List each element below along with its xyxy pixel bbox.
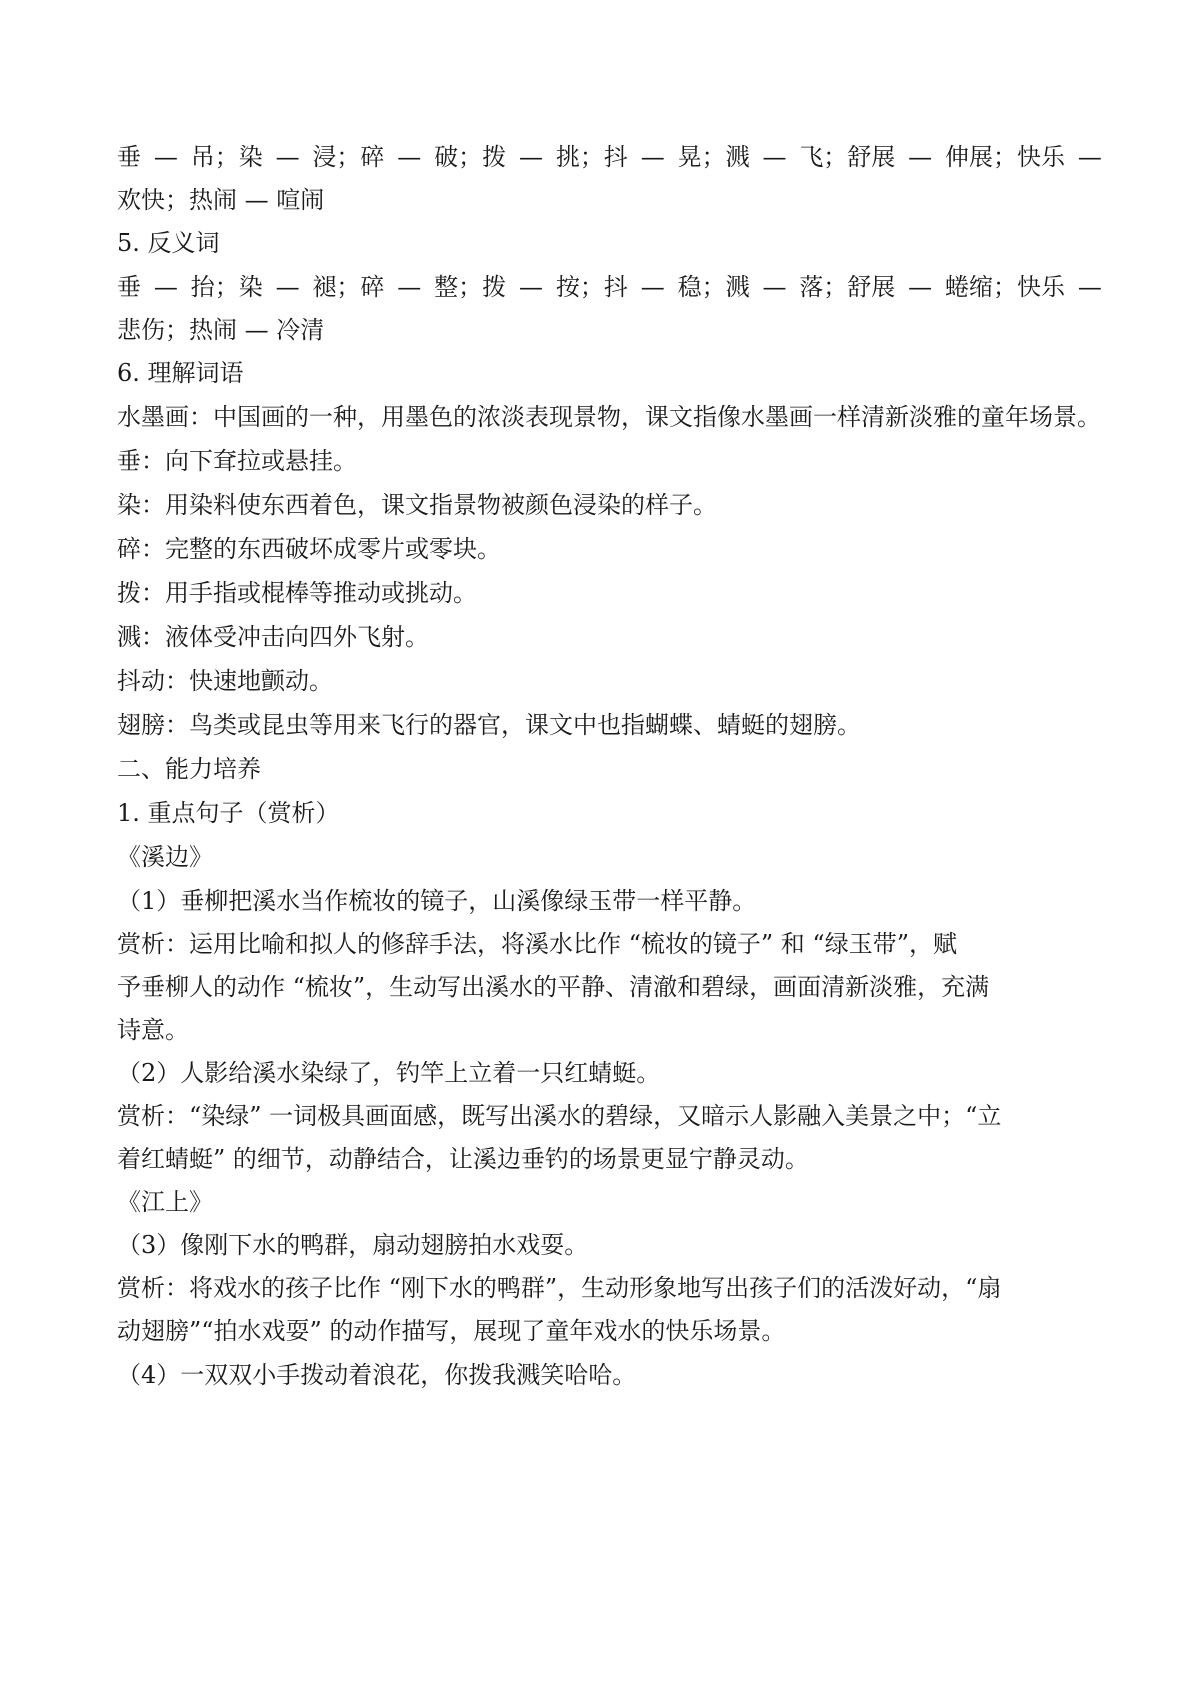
antonym-token: — xyxy=(153,273,178,301)
antonym-token: — xyxy=(519,273,544,301)
synonyms-line-2: 欢快；热闹 — 喧闹 xyxy=(117,186,325,214)
definition-item: 翅膀：鸟类或昆虫等用来飞行的器官，课文中也指蝴蝶、蜻蜓的翅膀。 xyxy=(117,711,861,739)
antonym-token: — xyxy=(640,273,665,301)
poem-title: 《江上》 xyxy=(117,1188,213,1216)
analysis-line: 诗意。 xyxy=(117,1016,189,1044)
synonym-token: — xyxy=(640,143,665,171)
synonym-token: — xyxy=(762,143,787,171)
key-sentence: （4）一双双小手拨动着浪花，你拨我溅笑哈哈。 xyxy=(117,1361,637,1389)
antonyms-heading: 5. 反义词 xyxy=(117,229,220,257)
analysis-line: 予垂柳人的动作 “梳妆”，生动写出溪水的平静、清澈和碧绿，画面清新淡雅，充满 xyxy=(117,973,990,1001)
analysis-line: 动翅膀”“拍水戏耍” 的动作描写，展现了童年戏水的快乐场景。 xyxy=(117,1317,786,1345)
analysis-line: 赏析：将戏水的孩子比作 “刚下水的鸭群”，生动形象地写出孩子们的活泼好动，“扇 xyxy=(117,1274,1002,1302)
synonym-token: — xyxy=(153,143,178,171)
synonym-token: 浸；碎 xyxy=(312,143,385,171)
key-sentence: （3）像刚下水的鸭群，扇动翅膀拍水戏耍。 xyxy=(117,1231,589,1259)
antonym-token: 落；舒展 xyxy=(799,273,896,301)
synonym-token: 破；拨 xyxy=(434,143,507,171)
synonym-token: 飞；舒展 xyxy=(799,143,896,171)
key-sentence: （1）垂柳把溪水当作梳妆的镜子，山溪像绿玉带一样平静。 xyxy=(117,887,757,915)
antonym-token: 垂 xyxy=(117,273,141,301)
analysis-line: 着红蜻蜓” 的细节，动静结合，让溪边垂钓的场景更显宁静灵动。 xyxy=(117,1145,809,1173)
antonym-token: 按；抖 xyxy=(555,273,628,301)
synonym-token: 挑；抖 xyxy=(555,143,628,171)
analysis-line: 赏析：运用比喻和拟人的修辞手法，将溪水比作 “梳妆的镜子” 和 “绿玉带”，赋 xyxy=(117,930,957,958)
poem-title: 《溪边》 xyxy=(117,843,213,871)
antonym-token: — xyxy=(397,273,422,301)
synonym-token: — xyxy=(397,143,422,171)
definition-item: 碎：完整的东西破坏成零片或零块。 xyxy=(117,535,501,563)
antonym-token: — xyxy=(1077,273,1102,301)
subsection-heading: 1. 重点句子（赏析） xyxy=(117,799,340,827)
antonyms-line-2: 悲伤；热闹 — 冷清 xyxy=(117,316,325,344)
synonym-token: 吊；染 xyxy=(190,143,263,171)
analysis-line: 赏析：“染绿” 一词极具画面感，既写出溪水的碧绿，又暗示人影融入美景之中；“立 xyxy=(117,1102,1002,1130)
synonym-token: 伸展；快乐 xyxy=(945,143,1066,171)
key-sentence: （2）人影给溪水染绿了，钓竿上立着一只红蜻蜓。 xyxy=(117,1059,661,1087)
understanding-heading: 6. 理解词语 xyxy=(117,359,244,387)
antonym-token: — xyxy=(908,273,933,301)
synonym-token: — xyxy=(519,143,544,171)
antonym-token: — xyxy=(762,273,787,301)
synonym-token: 晃；溅 xyxy=(677,143,750,171)
synonym-token: — xyxy=(275,143,300,171)
section-heading: 二、能力培养 xyxy=(117,755,261,783)
definition-item: 染：用染料使东西着色，课文指景物被颜色浸染的样子。 xyxy=(117,491,717,519)
antonym-token: 稳；溅 xyxy=(677,273,750,301)
synonym-token: — xyxy=(1077,143,1102,171)
antonym-token: 整；拨 xyxy=(434,273,507,301)
synonym-token: — xyxy=(908,143,933,171)
synonyms-line-1 xyxy=(117,142,1102,172)
antonyms-line-1 xyxy=(117,272,1102,302)
synonym-token: 垂 xyxy=(117,143,141,171)
definition-item: 抖动：快速地颤动。 xyxy=(117,667,333,695)
antonym-token: 褪；碎 xyxy=(312,273,385,301)
definition-item: 溅：液体受冲击向四外飞射。 xyxy=(117,623,429,651)
antonym-token: — xyxy=(275,273,300,301)
definition-item: 垂：向下耷拉或悬挂。 xyxy=(117,447,357,475)
antonym-token: 抬；染 xyxy=(190,273,263,301)
definition-item: 水墨画：中国画的一种，用墨色的浓淡表现景物，课文指像水墨画一样清新淡雅的童年场景。 xyxy=(117,403,1101,431)
definition-item: 拨：用手指或棍棒等推动或挑动。 xyxy=(117,579,477,607)
antonym-token: 蜷缩；快乐 xyxy=(945,273,1066,301)
